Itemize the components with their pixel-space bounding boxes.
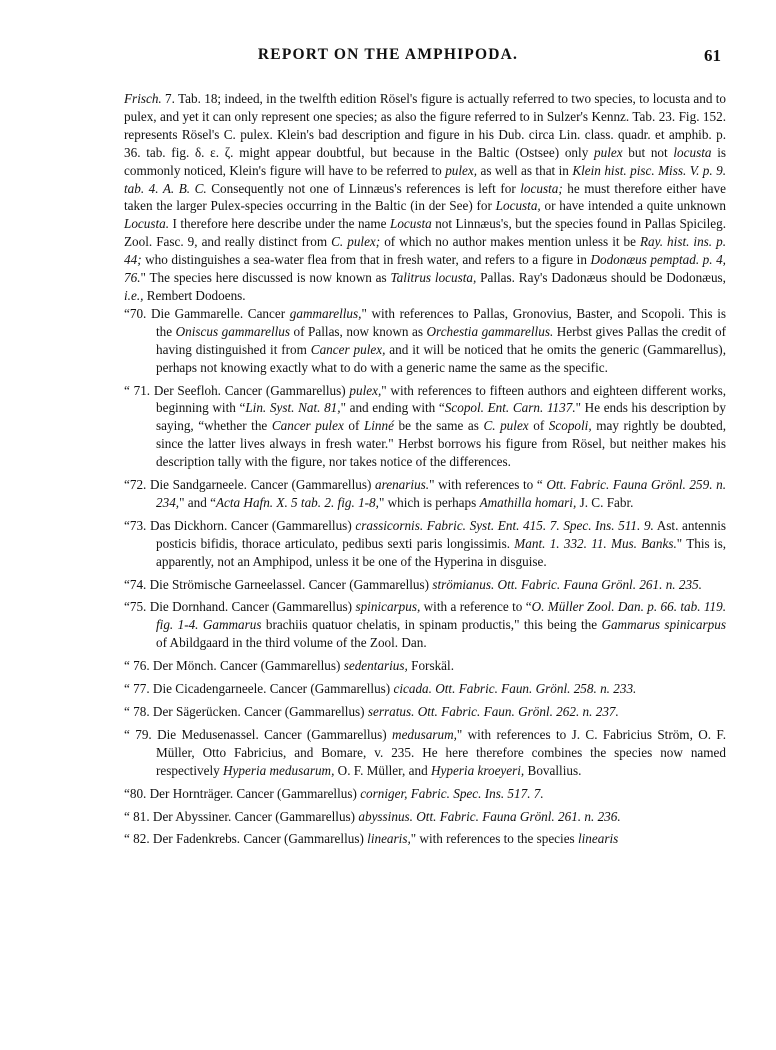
italic-run: Locusta. <box>124 216 170 232</box>
italic-run: Talitrus locusta, <box>390 270 477 286</box>
italic-run: linearis, <box>367 831 411 847</box>
entry-75-dornhand: “75. Die Dornhand. Cancer (Gammarellus) spinicarpus, with a reference to “O. Müller Zool. Dan. p. 66. tab. 119. fig. 1-4. Gammarus brachiis quatuor chelatis, in spinam productis," this being the Gammarus spinicarpus of Abildgaard in the third volume of the Zool. Dan. <box>124 599 726 651</box>
page-number: 61 <box>704 46 721 65</box>
italic-run: Locusta, <box>495 198 541 214</box>
italic-run: Klein hist. pisc. Miss. V. p. 9. tab. 4. A. B. C. <box>124 162 726 196</box>
italic-run: sedentarius, <box>343 658 408 674</box>
italic-run: Cancer pulex <box>271 418 344 434</box>
entry-77-cicadengarneele: “ 77. Die Cicadengarneele. Cancer (Gammarellus) cicada. Ott. Fabric. Faun. Grönl. 258. n. 233. <box>124 681 637 697</box>
entry-73-dickhorn: “73. Das Dickhorn. Cancer (Gammarellus) crassicornis. Fabric. Syst. Ent. 415. 7. Spec. Ins. 511. 9. Ast. antennis posticis bifidis, thorace articulato, pedibus sexti paris longissimis. Mant. 1. 332. 11. Mus. Banks." This is, apparently, not an Amphipod, unless it be one of the Hyperina in disguise. <box>124 517 726 569</box>
entry-71-seefloh: “ 71. Der Seefloh. Cancer (Gammarellus) pulex," with references to fifteen authors and eighteen different works, beginning with “Lin. Syst. Nat. 81," and ending with “Scopol. Ent. Carn. 1137." He ends his description by saying, “whether the Cancer pulex of Linné be the same as C. pulex of Scopoli, may rightly be doubted, since the latter lives always in fresh water." Herbst borrows his figure from Rösel, but neither makes his description tally with the figure, nor takes notice of the differences. <box>124 382 727 470</box>
italic-run: C. pulex <box>483 418 529 434</box>
italic-run: medusarum, <box>392 726 457 742</box>
entry-78-saegeruecken: “ 78. Der Sägerücken. Cancer (Gammarellus) serratus. Ott. Fabric. Faun. Grönl. 262. n. 237. <box>124 704 619 719</box>
continuation-paragraph: Frisch. 7. Tab. 18; indeed, in the twelfth edition Rösel's figure is actually referred to two species, to locusta and to pulex, and yet it can only represent one species; as also the figure referred to in Sulzer's Kennz. Tab. 23. Fig. 152. represents Rösel's C. pulex. Klein's bad description and figure in his Dub. circa Lin. class. quadr. et amphib. p. 36. tab. fig. δ. ε. ζ. might appear doubtful, but because in the Baltic (Ostsee) only pulex but not locusta is commonly noticed, Klein's figure will have to be referred to pulex, as well as that in Klein hist. pisc. Miss. V. p. 9. tab. 4. A. B. C. Consequently not one of Linnæus's references is left for locusta; he must therefore either have taken the larger Pulex-species occurring in the Baltic (in der See) for Locusta, or have intended a quite unknown Locusta. I therefore here describe under the name Locusta not Linnæus's, but the species found in Pallas Spicileg. Zool. Fasc. 9, and really distinct from C. pulex; of which no author makes mention unless it be Ray. hist. ins. p. 44; who distinguishes a sea-water flea from that in fresh water, and refers to a figure in Dodonæus pemptad. p. 4, 76." The species here discussed is now known as Talitrus locusta, Pallas. Ray's Dadonæus should be Dodonæus, i.e., Rembert Dodoens. <box>124 91 727 303</box>
italic-run: Hyperia medusarum, <box>223 762 335 778</box>
italic-run: Amathilla homari, <box>479 494 577 510</box>
italic-run: i.e., <box>124 287 144 303</box>
italic-run: corniger, Fabric. Spec. Ins. 517. 7. <box>360 785 544 801</box>
italic-run: Scopoli, <box>548 418 592 434</box>
entry-76-moench: “ 76. Der Mönch. Cancer (Gammarellus) sedentarius, Forskäl. <box>124 658 454 674</box>
italic-run: Ray. hist. ins. p. 44; <box>124 234 726 268</box>
running-title: REPORT ON THE AMPHIPODA. <box>257 46 519 63</box>
page-header <box>0 46 776 70</box>
italic-run: O. Müller Zool. Dan. p. 66. tab. 119. fig. 1-4. Gammarus <box>156 599 726 633</box>
italic-run: C. pulex; <box>331 234 381 250</box>
entry-79-medusenassel: “ 79. Die Medusenassel. Cancer (Gammarellus) medusarum," with references to J. C. Fabricius Ström, O. F. Müller, Otto Fabricius, and Bomare, v. 235. He here therefore combines the species now named respectively Hyperia medusarum, O. F. Müller, and Hyperia kroeyeri, Bovallius. <box>124 726 726 778</box>
entry-80-horntraeger: “80. Der Hornträger. Cancer (Gammarellus) corniger, Fabric. Spec. Ins. 517. 7. <box>124 785 544 801</box>
italic-run: locusta; <box>520 180 563 196</box>
italic-run: Scopol. Ent. Carn. 1137. <box>444 400 576 416</box>
italic-run: cicada. Ott. Fabric. Faun. Grönl. 258. n. 233. <box>393 681 637 697</box>
entry-82-fadenkrebs: “ 82. Der Fadenkrebs. Cancer (Gammarellus) linearis," with references to the species linearis <box>124 831 619 847</box>
entry-81-abyssiner: “ 81. Der Abyssiner. Cancer (Gammarellus) abyssinus. Ott. Fabric. Fauna Grönl. 261. n. 236. <box>124 808 621 824</box>
italic-run: Ott. Fabric. Fauna Grönl. 259. n. 234, <box>156 477 727 510</box>
italic-run: Orchestia gammarellus. <box>426 323 554 339</box>
italic-run: pulex, <box>445 162 478 178</box>
italic-run: Frisch. <box>124 91 162 106</box>
italic-run: Mant. 1. 332. 11. Mus. Banks. <box>514 535 677 551</box>
italic-run: Dodonæus pemptad. p. 4, 76. <box>124 252 726 286</box>
entry-74-stroemische-garneelassel: “74. Die Strömische Garneelassel. Cancer (Gammarellus) strömianus. Ott. Fabric. Fauna Grönl. 261. n. 235. <box>124 576 702 592</box>
italic-run: gammarellus, <box>289 305 362 321</box>
italic-run: strömianus. Ott. Fabric. Fauna Grönl. 261. n. 235. <box>432 576 702 592</box>
italic-run: crassicornis. Fabric. Syst. Ent. 415. 7. Spec. Ins. 511. 9. <box>355 517 654 533</box>
italic-run: Oniscus gammarellus <box>175 323 291 339</box>
entry-72-sandgarneele: “72. Die Sandgarneele. Cancer (Gammarellus) arenarius." with references to “ Ott. Fabric. Fauna Grönl. 259. n. 234," and “Acta Hafn. X. 5 tab. 2. fig. 1-8," which is perhaps Amathilla homari, J. C. Fabr. <box>124 477 727 510</box>
italic-run: Acta Hafn. X. 5 tab. 2. fig. 1-8, <box>215 494 379 510</box>
italic-run: arenarius. <box>375 477 430 493</box>
italic-run: linearis <box>577 831 619 847</box>
body-text <box>124 90 726 853</box>
italic-run: spinicarpus, <box>355 599 421 615</box>
entry-70-gammarelle: “70. Die Gammarelle. Cancer gammarellus," with references to Pallas, Gronovius, Baster, and Scopoli. This is the Oniscus gammarellus of Pallas, now known as Orchestia gammarellus. Herbst gives Pallas the credit of having distinguished it from Cancer pulex, and it will be noticed that he omits the generic (Gammarellus), perhaps not knowing exactly what to do with a generic name the same as the specific. <box>124 305 727 375</box>
italic-run: locusta <box>673 144 712 160</box>
italic-run: serratus. Ott. Fabric. Faun. Grönl. 262. n. 237. <box>367 704 619 719</box>
italic-run: Linné <box>363 418 394 434</box>
italic-run: pulex, <box>349 382 382 398</box>
italic-run: Cancer pulex, <box>310 341 386 357</box>
italic-run: Hyperia kroeyeri, <box>430 762 525 778</box>
italic-run: Lin. Syst. Nat. 81, <box>245 400 341 416</box>
italic-run: Locusta <box>389 216 432 232</box>
italic-run: Gammarus spinicarpus <box>601 617 726 633</box>
italic-run: pulex <box>594 144 623 160</box>
italic-run: abyssinus. Ott. Fabric. Fauna Grönl. 261. n. 236. <box>358 808 621 824</box>
